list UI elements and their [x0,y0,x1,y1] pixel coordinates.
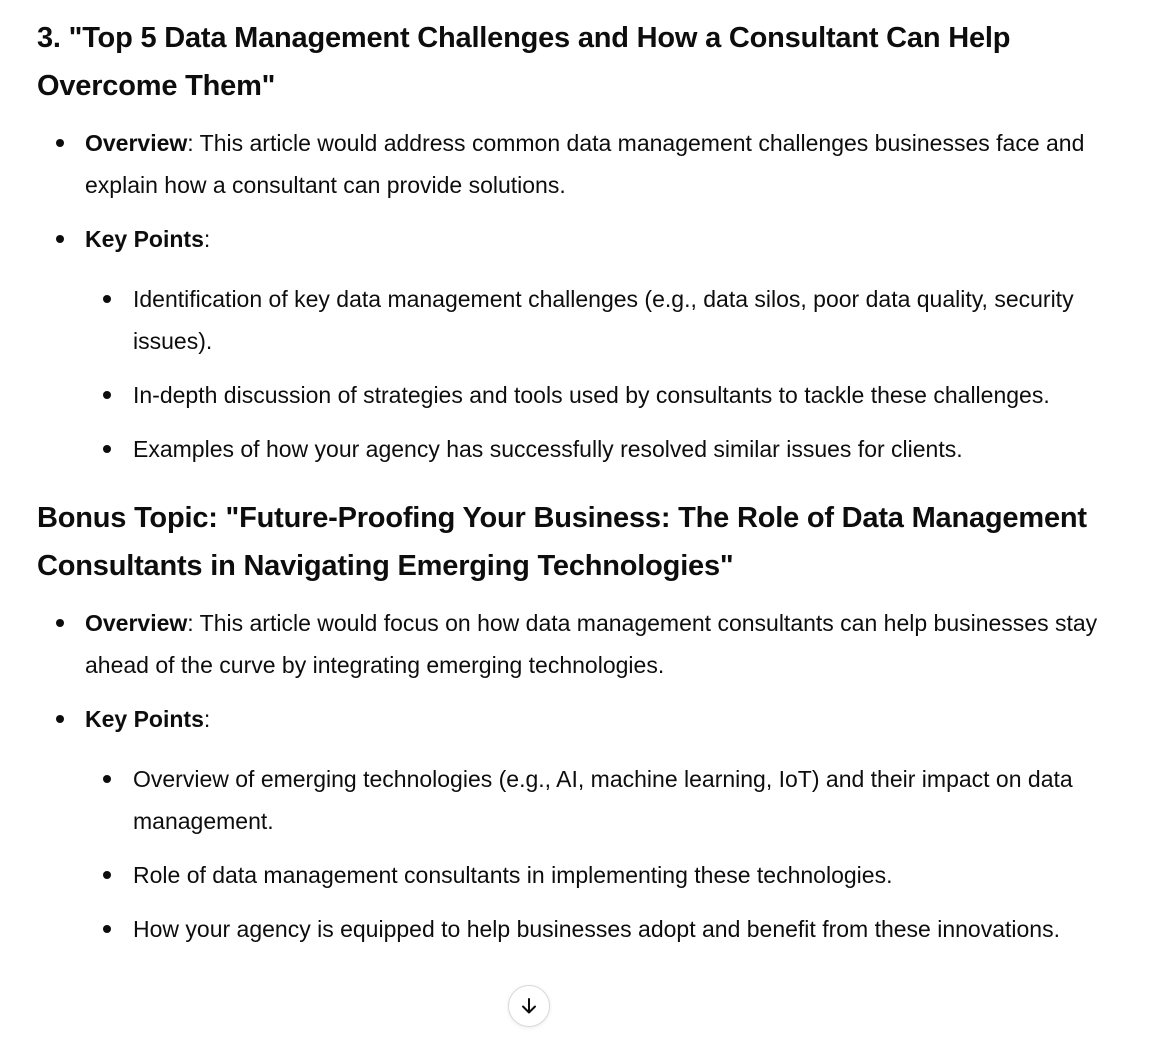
key-points-label: Key Points [85,226,204,252]
bullet [103,445,111,453]
overview-text: : This article would focus on how data management consultants can help businesses stay ahead of the curve by integrating emerging technologies. [85,610,1098,678]
bullet [103,775,111,783]
key-points-list [85,758,1117,950]
list-item-overview [37,602,1117,686]
list-item [85,854,1117,896]
list-item-overview [37,122,1117,206]
section-list [37,122,1117,470]
bullet [56,619,64,627]
chat-message-content [37,14,1117,950]
point-text: Examples of how your agency has successfully resolved similar issues for clients. [133,436,963,462]
key-points-suffix: : [203,706,211,732]
section-heading: Bonus Topic: "Future-Proofing Your Business: The Role of Data Management Consultants in Navigating Emerging Technologies" [37,502,1087,582]
list-item [85,374,1117,416]
key-points-label: Key Points [85,706,204,732]
overview-text: : This article would address common data management challenges businesses face and explain how a consultant can provide solutions. [85,130,1085,198]
bullet [103,295,111,303]
point-text: Role of data management consultants in implementing these technologies. [133,862,893,888]
list-item-key-points [37,698,1117,950]
point-text: Overview of emerging technologies (e.g., AI, machine learning, IoT) and their impact on data management. [133,766,1073,834]
bullet [56,139,64,147]
bullet [56,715,64,723]
bullet [103,925,111,933]
point-text: In-depth discussion of strategies and tools used by consultants to tackle these challenges. [133,382,1050,408]
overview-label: Overview [85,610,188,636]
list-item [85,428,1117,470]
scroll-to-bottom-button[interactable] [508,985,550,1027]
section-list [37,602,1117,950]
bullet [103,391,111,399]
bullet [103,871,111,879]
list-item [85,908,1117,950]
list-item-key-points [37,218,1117,470]
arrow-down-icon [519,996,539,1016]
list-item [85,758,1117,842]
list-item [85,278,1117,362]
key-points-list [85,278,1117,470]
key-points-suffix: : [203,226,211,252]
point-text: Identification of key data management challenges (e.g., data silos, poor data quality, security issues). [133,286,1074,354]
point-text: How your agency is equipped to help businesses adopt and benefit from these innovations. [133,916,1060,942]
section-heading: 3. "Top 5 Data Management Challenges and How a Consultant Can Help Overcome Them" [37,22,1011,102]
overview-label: Overview [85,130,188,156]
bullet [56,235,64,243]
